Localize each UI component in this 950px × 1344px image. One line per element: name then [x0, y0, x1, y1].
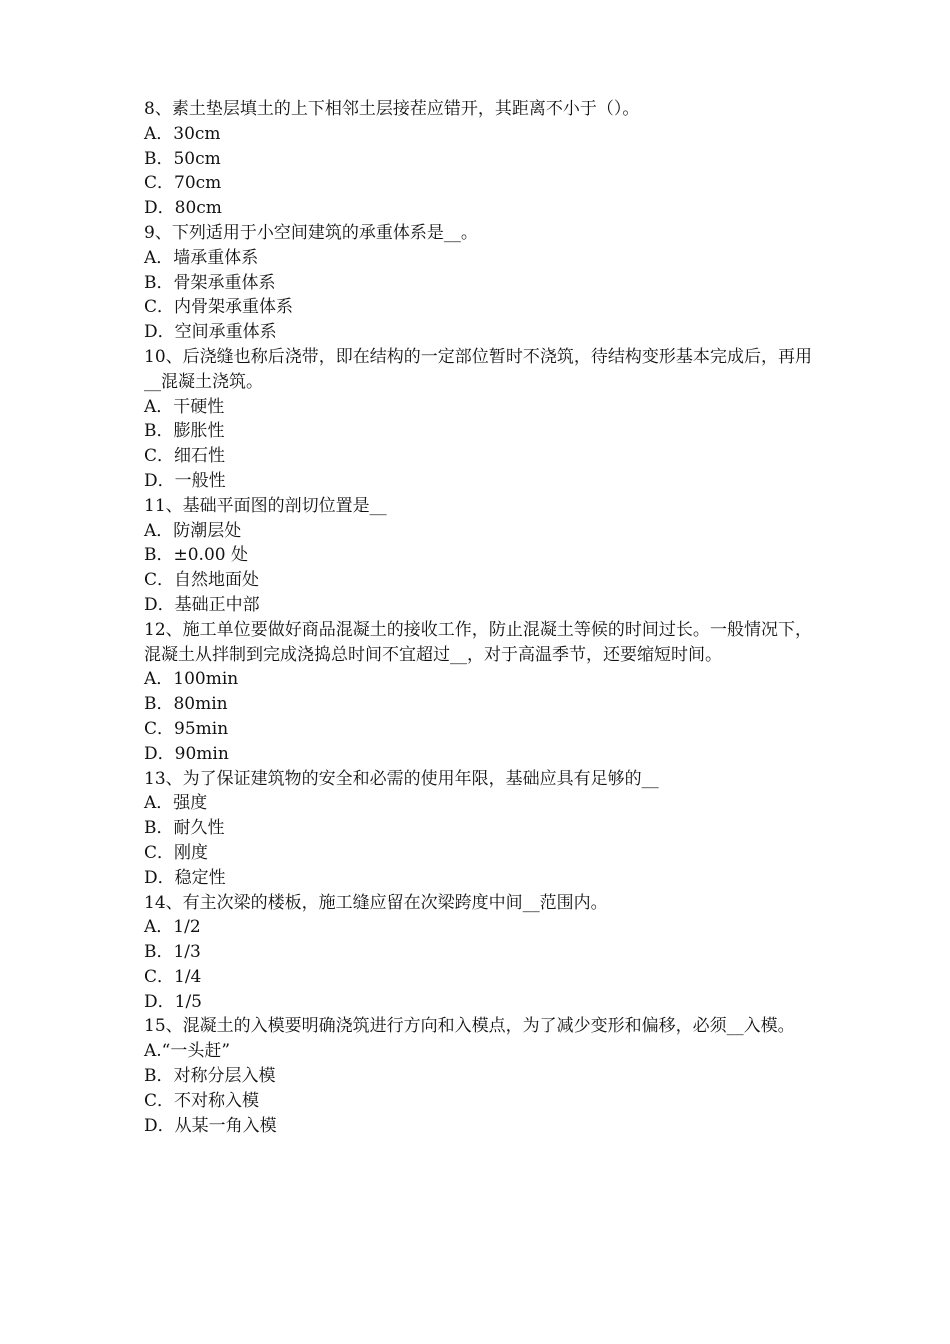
option-a: A．干硬性 — [144, 396, 225, 417]
exam-page — [144, 97, 812, 1138]
question-stem: 9、下列适用于小空间建筑的承重体系是__。 — [144, 222, 478, 243]
option-c: C．95min — [144, 718, 229, 739]
option-d: D．基础正中部 — [144, 594, 260, 615]
question-12 — [144, 618, 812, 767]
question-11 — [144, 494, 812, 618]
option-c: C．刚度 — [144, 842, 209, 863]
option-a: A．1/2 — [144, 917, 201, 938]
option-a: A．30cm — [144, 123, 221, 144]
option-d: D．稳定性 — [144, 867, 226, 888]
option-a: A．强度 — [144, 793, 208, 814]
question-9 — [144, 221, 812, 345]
option-b: B．对称分层入模 — [144, 1066, 276, 1087]
option-a: A.“一头赶” — [144, 1041, 231, 1062]
option-c: C．1/4 — [144, 966, 202, 987]
option-b: B．50cm — [144, 148, 221, 169]
option-b: B．膨胀性 — [144, 421, 225, 442]
question-8 — [144, 97, 812, 221]
option-b: B．±0.00 处 — [144, 545, 248, 566]
question-14 — [144, 891, 812, 1015]
option-c: C．细石性 — [144, 446, 226, 467]
option-a: A．防潮层处 — [144, 520, 242, 541]
option-c: C．70cm — [144, 173, 222, 194]
question-10 — [144, 345, 812, 494]
question-stem: 10、后浇缝也称后浇带，即在结构的一定部位暂时不浇筑，待结构变形基本完成后，再用__混凝土浇筑。 — [144, 346, 812, 392]
option-b: B．80min — [144, 694, 228, 715]
option-a: A．墙承重体系 — [144, 247, 259, 268]
option-b: B．1/3 — [144, 942, 201, 963]
option-c: C．不对称入模 — [144, 1090, 260, 1111]
option-d: D．90min — [144, 743, 229, 764]
option-c: C．内骨架承重体系 — [144, 297, 294, 318]
question-stem: 11、基础平面图的剖切位置是__ — [144, 495, 387, 516]
option-d: D．空间承重体系 — [144, 322, 277, 343]
option-a: A．100min — [144, 669, 239, 690]
option-b: B．耐久性 — [144, 818, 225, 839]
question-stem: 15、混凝土的入模要明确浇筑进行方向和入模点，为了减少变形和偏移，必须__入模。 — [144, 1016, 795, 1037]
option-d: D．80cm — [144, 198, 222, 219]
question-13 — [144, 767, 812, 891]
option-c: C．自然地面处 — [144, 570, 260, 591]
question-stem: 8、素土垫层填土的上下相邻土层接茬应错开，其距离不小于（）。 — [144, 99, 640, 119]
option-d: D．1/5 — [144, 991, 202, 1012]
option-d: D．从某一角入模 — [144, 1115, 277, 1136]
question-stem: 12、施工单位要做好商品混凝土的接收工作，防止混凝土等候的时间过长。一般情况下，混凝土从拌制到完成浇捣总时间不宜超过__，对于高温季节，还要缩短时间。 — [144, 619, 812, 665]
question-stem: 13、为了保证建筑物的安全和必需的使用年限，基础应具有足够的__ — [144, 768, 659, 789]
question-stem: 14、有主次梁的楼板，施工缝应留在次梁跨度中间__范围内。 — [144, 892, 608, 913]
question-15 — [144, 1014, 812, 1138]
option-b: B．骨架承重体系 — [144, 272, 276, 293]
option-d: D．一般性 — [144, 470, 226, 491]
